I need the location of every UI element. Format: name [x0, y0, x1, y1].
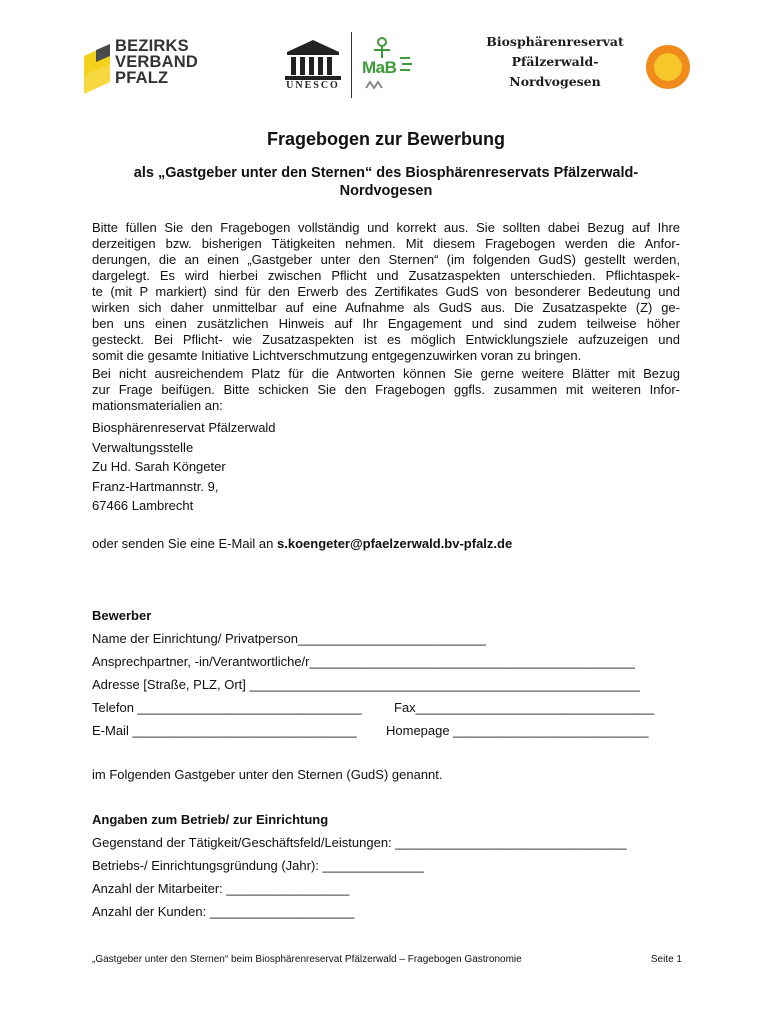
intro-line: wirken sich daher unmittelbar auf eine Aufnahme als GudS aus. Die Zusatzaspekte (Z) ge- [92, 300, 680, 315]
mab-label: MaB [362, 58, 397, 77]
subtitle-line-1: als „Gastgeber unter den Sternen“ des Biosphärenreservats Pfälzerwald- [133, 165, 639, 181]
fax-field[interactable]: Fax_________________________________ [394, 700, 655, 715]
biosphaerenreservat-wordmark [480, 32, 630, 92]
intro-line: derzeitigen bzw. bisherigen Tätigkeiten nehmen. Mit diesem Fragebogen werden die Anfor- [92, 236, 680, 251]
intro-line: Bitte füllen Sie den Fragebogen vollständig und korrekt aus. Sie sollten dabei Bezug auf Ihre [92, 220, 680, 235]
unesco-label: UNESCO [286, 80, 340, 91]
employee-count-field[interactable]: Anzahl der Mitarbeiter: _________________ [92, 881, 350, 896]
sun-icon [645, 44, 691, 90]
homepage-field[interactable]: Homepage ___________________________ [386, 723, 649, 738]
founding-year-field[interactable]: Betriebs-/ Einrichtungsgründung (Jahr): ______________ [92, 858, 424, 873]
mab-logo [360, 36, 416, 98]
br-line-2: Pfälzerwald- [511, 54, 599, 69]
bv-line-1: BEZIRKS [115, 37, 189, 55]
subtitle-line-2: Nordvogesen [339, 183, 433, 199]
page-subtitle [80, 164, 692, 200]
page-number: Seite 1 [650, 954, 682, 965]
space-paragraph [92, 366, 680, 414]
email-prefix: oder senden Sie eine E-Mail an [92, 536, 278, 551]
unesco-logo [283, 38, 343, 94]
intro-line: somit die gesamte Initiative Lichtverschmutzung entgegenzuwirken voran zu bringen. [92, 348, 582, 363]
bv-line-3: PFALZ [115, 69, 169, 87]
email-instruction [92, 536, 512, 552]
bezirksverband-logo [82, 38, 222, 98]
bv-line-2: VERBAND [115, 53, 198, 71]
bezirksverband-mark-icon [82, 42, 112, 94]
space-line: zur Frage beifügen. Bitte schicken Sie den Fragebogen ggfls. zusammen mit weiteren Infor- [92, 382, 680, 397]
footer-title: „Gastgeber unter den Sternen“ beim Biosphärenreservat Pfälzerwald – Fragebogen Gastronomie [92, 954, 522, 965]
intro-line: te (mit P markiert) sind für den Erwerb des Zertifikates GudS von besonderer Bedeutung und [92, 284, 680, 299]
applicant-email-field[interactable]: E-Mail _______________________________ [92, 723, 357, 738]
address-line: Franz-Hartmannstr. 9, [92, 478, 219, 494]
space-line: mationsmaterialien an: [92, 398, 223, 413]
bezirksverband-wordmark [115, 38, 198, 86]
logo-divider [351, 32, 352, 98]
intro-line: gesteckt. Bei Pflicht- wie Zusatzaspekten ist es möglich Entwicklungsziele aufzuzeigen und [92, 332, 680, 347]
postal-address [92, 418, 276, 516]
business-subject-field[interactable]: Gegenstand der Tätigkeit/Geschäftsfeld/Leistungen: ________________________________ [92, 835, 627, 850]
intro-line: ben uns einen zusätzlichen Hinweis auf Ihr Engagement und sind zudem teilweise höher [92, 316, 680, 331]
address-field[interactable]: Adresse [Straße, PLZ, Ort] ______________________________________________________ [92, 677, 640, 692]
address-line: Zu Hd. Sarah Köngeter [92, 459, 226, 474]
biosphaerenreservat-logo [480, 32, 640, 98]
intro-line: dargelegt. Es wird hierbei zwischen Pflicht und Zusatzaspekten unterschieden. Pflichtaspek- [92, 268, 680, 283]
customer-count-field[interactable]: Anzahl der Kunden: ____________________ [92, 904, 355, 919]
contact-person-field[interactable]: Ansprechpartner, -in/Verantwortliche/r_____________________________________________ [92, 654, 635, 669]
intro-paragraph [92, 220, 680, 364]
address-line: 67466 Lambrecht [92, 498, 194, 513]
page-title: Fragebogen zur Bewerbung [266, 129, 506, 149]
guds-note: im Folgenden Gastgeber unter den Sternen (GudS) genannt. [92, 767, 443, 782]
space-line: Bei nicht ausreichendem Platz für die Antworten können Sie gerne weitere Blätter mit Bezug [92, 366, 680, 381]
unesco-temple-icon [283, 38, 343, 82]
contact-email-link[interactable]: s.koengeter@pfaelzerwald.bv-pfalz.de [277, 536, 513, 551]
name-field[interactable]: Name der Einrichtung/ Privatperson__________________________ [92, 631, 486, 646]
phone-fax-row [92, 700, 680, 716]
bewerber-heading: Bewerber [92, 608, 152, 623]
phone-field[interactable]: Telefon _______________________________ [92, 700, 362, 715]
address-line: Biosphärenreservat Pfälzerwald [92, 420, 276, 435]
logo-header [0, 30, 770, 110]
betrieb-heading: Angaben zum Betrieb/ zur Einrichtung [92, 812, 329, 827]
email-homepage-row [92, 723, 680, 739]
address-line: Verwaltungsstelle [92, 439, 194, 455]
intro-line: derungen, die an einen „Gastgeber unter den Sternen“ (im folgenden GudS) gestellt werden, [92, 252, 680, 267]
br-line-3: Nordvogesen [509, 74, 601, 89]
br-line-1: Biosphärenreservat [486, 34, 624, 49]
